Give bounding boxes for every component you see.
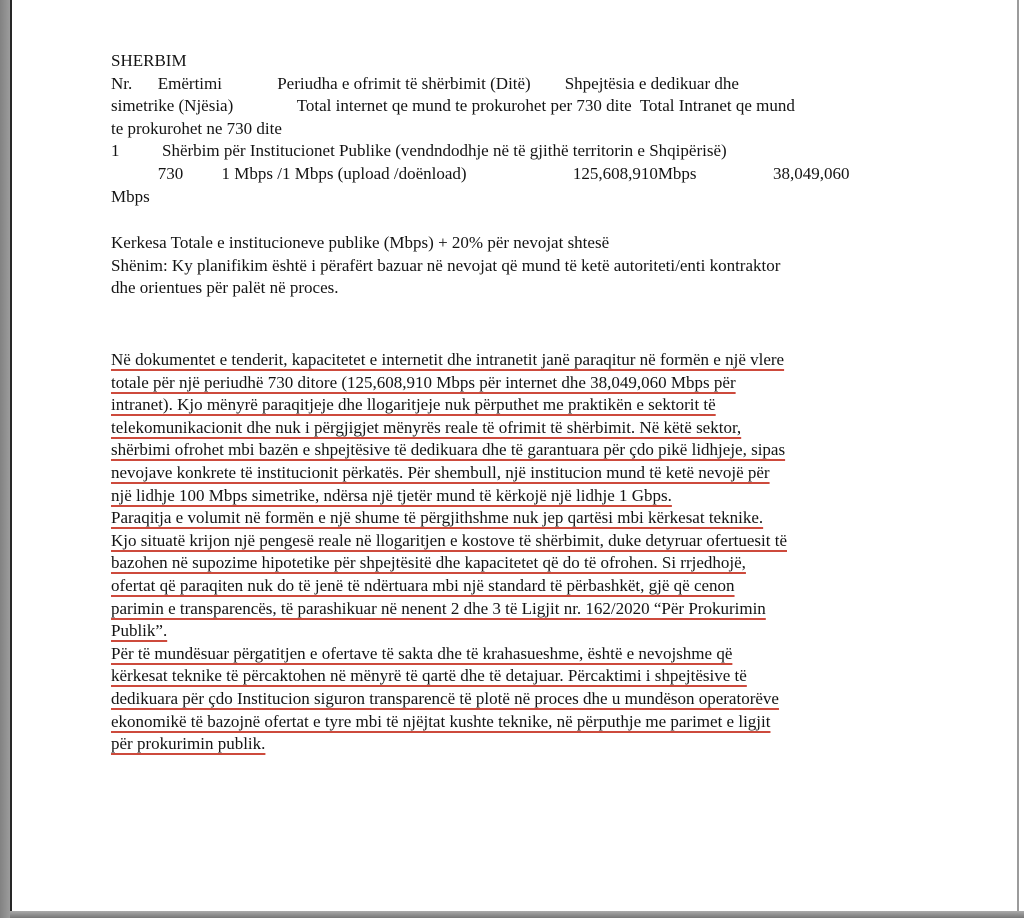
text-line: simetrike (Njësia) Total internet qe mund te prokurohet per 730 dite Total Intranet qe mund bbox=[111, 96, 795, 116]
underlined-text-line bbox=[111, 462, 991, 485]
underlined-text: bazohen në supozime hipotetike për shpejtësitë dhe kapacitetet që do të ofrohen. Si rrjedhojë, bbox=[111, 553, 746, 573]
underlined-text-line bbox=[111, 575, 991, 598]
underlined-text: për prokurimin publik. bbox=[111, 734, 266, 754]
viewer-bottom-margin bbox=[10, 911, 1024, 918]
service-table-block bbox=[111, 50, 991, 208]
underlined-text: ofertat që paraqiten nuk do të jenë të ndërtuara mbi një standard të përbashkët, gjë që cenon bbox=[111, 575, 735, 595]
underlined-text-line bbox=[111, 530, 991, 553]
underlined-text: ekonomikë të bazojnë ofertat e tyre mbi të njëjtat kushte teknike, në përputhje me parimet e ligjit bbox=[111, 711, 771, 731]
underlined-text-line bbox=[111, 733, 991, 756]
annotation-block bbox=[111, 349, 991, 756]
underlined-text: telekomunikacionit dhe nuk i përgjigjet mënyrës reale të ofrimit të shërbimit. Në këtë sektor, bbox=[111, 417, 742, 437]
underlined-text-line bbox=[111, 507, 991, 530]
underlined-text-line bbox=[111, 552, 991, 575]
summary-note-block bbox=[111, 232, 991, 300]
underlined-text: Për të mundësuar përgatitjen e ofertave të sakta dhe të krahasueshme, është e nevojshme që bbox=[111, 643, 733, 663]
underlined-text: intranet). Kjo mënyrë paraqitjeje dhe llogaritjeje nuk përputhet me praktikën e sektorit të bbox=[111, 395, 716, 415]
underlined-text-line bbox=[111, 598, 991, 621]
underlined-text: totale për një periudhë 730 ditore (125,608,910 Mbps për internet dhe 38,049,060 Mbps për bbox=[111, 372, 736, 392]
underlined-text-line bbox=[111, 439, 991, 462]
underlined-text-line bbox=[111, 372, 991, 395]
text-line: 1 Shërbim për Institucionet Publike (vendndodhje në të gjithë territorin e Shqipërisë) bbox=[111, 141, 727, 161]
underlined-text-line bbox=[111, 485, 991, 508]
underlined-text: shërbimi ofrohet mbi bazën e shpejtësive të dedikuara dhe të garantuara për çdo pikë lidhjeje, sipas bbox=[111, 440, 786, 460]
underlined-text-line bbox=[111, 349, 991, 372]
underlined-text-line bbox=[111, 394, 991, 417]
underlined-text-line bbox=[111, 688, 991, 711]
underlined-text-line bbox=[111, 711, 991, 734]
underlined-text: Paraqitja e volumit në formën e një shume të përgjithshme nuk jep qartësi mbi kërkesat teknike. bbox=[111, 508, 764, 528]
viewer-left-margin bbox=[0, 0, 10, 918]
underlined-text: Publik”. bbox=[111, 621, 168, 641]
text-line: te prokurohet ne 730 dite bbox=[111, 118, 282, 138]
text-line: Shënim: Ky planifikim është i përafërt bazuar në nevojat që mund të ketë autoriteti/enti kontraktor bbox=[111, 255, 781, 275]
document-page bbox=[12, 0, 1017, 911]
underlined-text-line bbox=[111, 643, 991, 666]
underlined-text: dedikuara për çdo Institucion siguron transparencë të plotë në proces dhe u mundëson operatorëve bbox=[111, 688, 779, 708]
underlined-text: parimin e transparencës, të parashikuar në nenent 2 dhe 3 të Ligjit nr. 162/2020 “Për Prokurimin bbox=[111, 598, 766, 618]
underlined-text: nevojave konkrete të institucionit përkatës. Për shembull, një institucion mund të ketë nevojë për bbox=[111, 462, 770, 482]
underlined-text-line bbox=[111, 620, 991, 643]
text-line: Kerkesa Totale e institucioneve publike (Mbps) + 20% për nevojat shtesë bbox=[111, 233, 610, 252]
text-line: dhe orientues për palët në proces. bbox=[111, 278, 339, 298]
text-line: SHERBIM bbox=[111, 51, 187, 70]
text-line: Nr. Emërtimi Periudha e ofrimit të shërbimit (Ditë) Shpejtësia e dedikuar dhe bbox=[111, 73, 739, 93]
underlined-text-line bbox=[111, 417, 991, 440]
underlined-text: një lidhje 100 Mbps simetrike, ndërsa një tjetër mund të kërkojë një lidhje 1 Gbps. bbox=[111, 485, 672, 505]
underlined-text: Kjo situatë krijon një pengesë reale në llogaritjen e kostove të shërbimit, duke detyruar ofertuesit të bbox=[111, 530, 787, 550]
text-line: 730 1 Mbps /1 Mbps (upload /doënload) 125,608,910Mbps 38,049,060 bbox=[111, 163, 850, 183]
underlined-text-line bbox=[111, 665, 991, 688]
page-right-border bbox=[1017, 0, 1019, 911]
text-line: Mbps bbox=[111, 186, 150, 206]
underlined-text: kërkesat teknike të përcaktohen në mënyrë të qartë dhe të detajuar. Përcaktimi i shpejtësive të bbox=[111, 666, 747, 686]
underlined-text: Në dokumentet e tenderit, kapacitetet e internetit dhe intranetit janë paraqitur në formën e një vlere bbox=[111, 350, 785, 369]
